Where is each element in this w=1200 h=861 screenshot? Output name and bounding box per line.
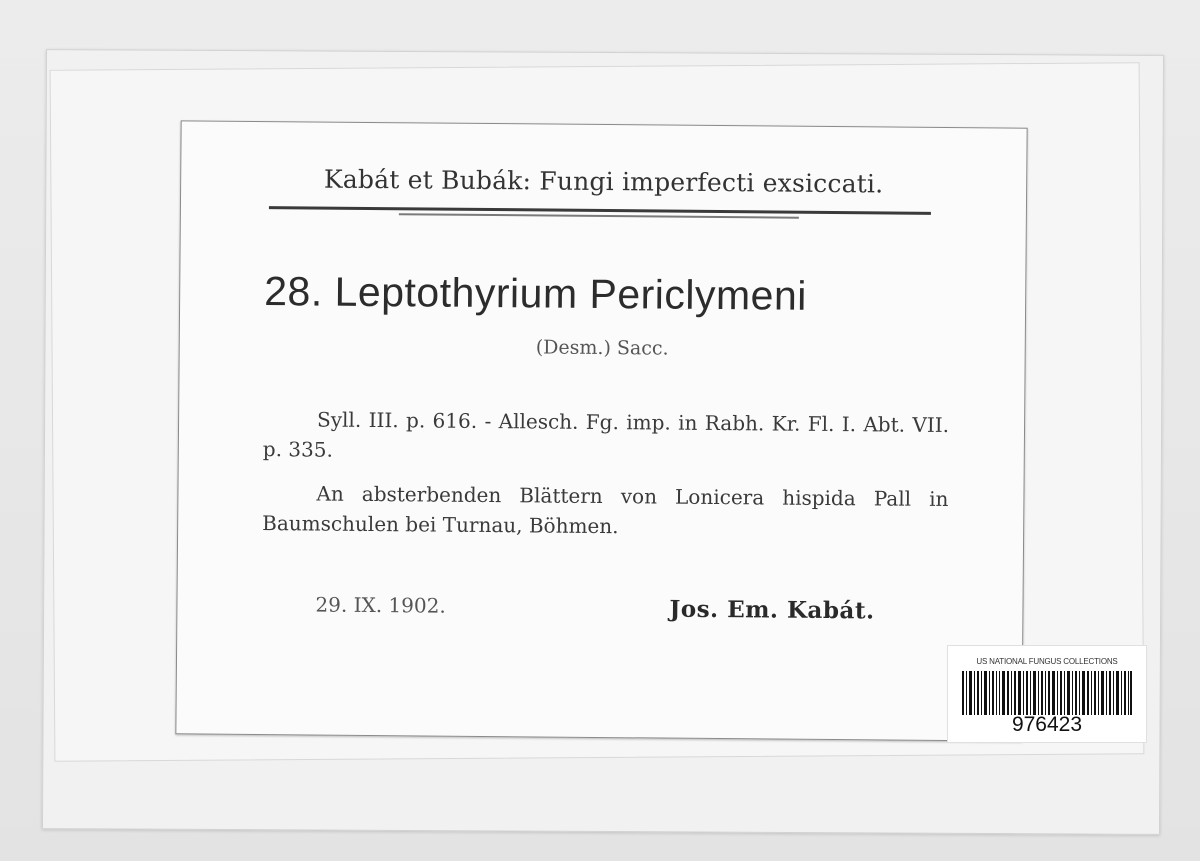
title-underline <box>399 213 799 218</box>
species-name: 28. Leptothyrium Periclymeni <box>264 268 808 319</box>
barcode-label <box>947 645 1147 743</box>
collector-name: Jos. Em. Kabát. <box>669 595 875 625</box>
species-authority: (Desm.) Sacc. <box>535 336 669 360</box>
series-title: Kabát et Bubák: Fungi imperfecti exsiccati. <box>323 164 884 199</box>
specimen-label <box>175 120 1027 741</box>
literature-reference: Syll. III. p. 616. - Allesch. Fg. imp. in Rabh. Kr. Fl. I. Abt. VII. p. 335. <box>262 407 950 462</box>
collection-date: 29. IX. 1902. <box>315 592 446 618</box>
title-rule <box>269 206 931 215</box>
barcode-icon <box>962 671 1132 715</box>
host-locality: An absterbenden Blättern von Lonicera hispida Pall in Baumschulen bei Turnau, Böhmen. <box>262 481 949 539</box>
institution-name: US NATIONAL FUNGUS COLLECTIONS <box>976 657 1118 666</box>
catalog-number: 976423 <box>1011 713 1083 736</box>
